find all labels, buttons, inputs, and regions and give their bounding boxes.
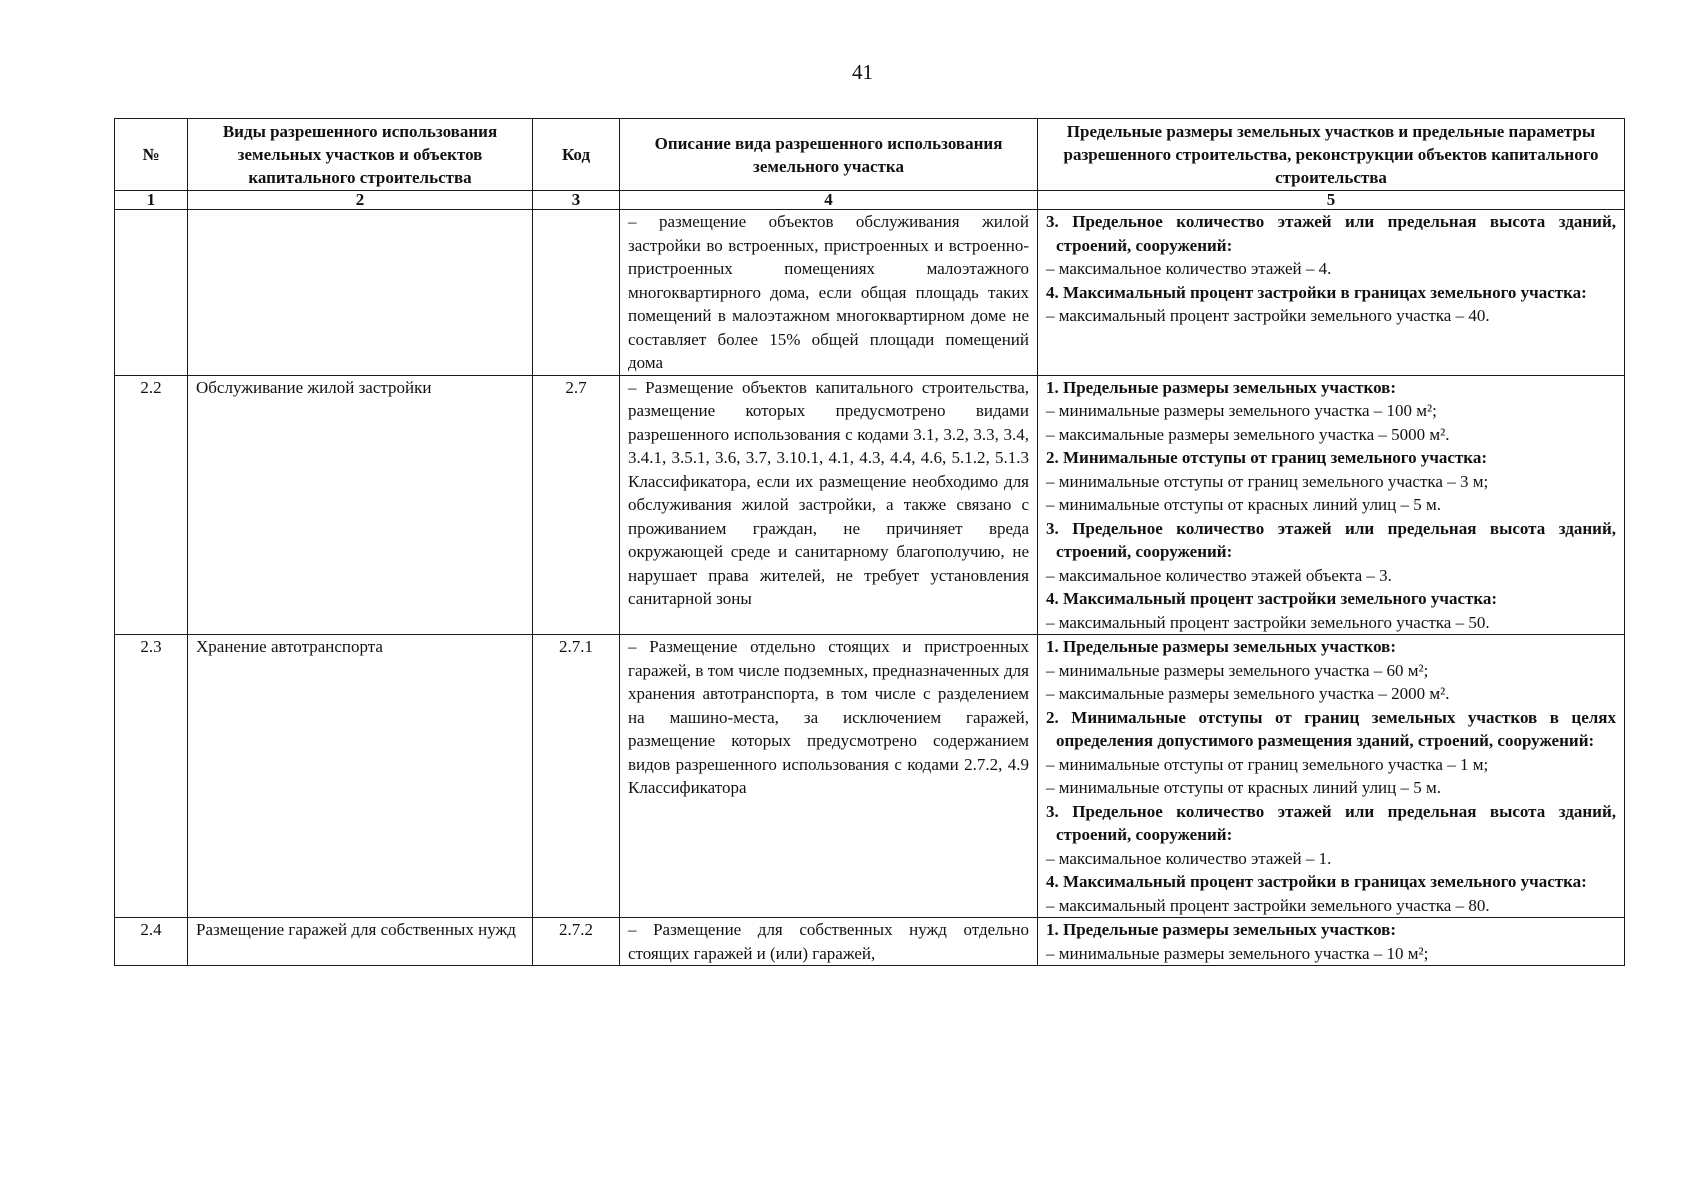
row-parameters [1038, 918, 1625, 966]
row-number: 2.3 [115, 635, 188, 918]
param-heading: 4. Максимальный процент застройки земельного участка: [1046, 589, 1498, 608]
column-number: 2 [188, 191, 533, 210]
header-number: № [115, 119, 188, 191]
row-number: 2.4 [115, 918, 188, 966]
param-value: – максимальное количество этажей – 4. [1046, 259, 1332, 278]
param-value: – максимальные размеры земельного участка – 5000 м². [1046, 424, 1450, 444]
land-use-table [114, 118, 1625, 966]
param-value: – минимальные отступы от красных линий улиц – 5 м. [1046, 778, 1442, 797]
param-value: – минимальные размеры земельного участка – 60 м²; [1046, 660, 1429, 680]
param-value: – минимальные отступы от границ земельного участка – 1 м; [1046, 754, 1489, 774]
table-row [115, 918, 1625, 966]
row-use-type [188, 210, 533, 376]
param-value: – минимальные размеры земельного участка – 100 м²; [1046, 401, 1437, 420]
row-code: 2.7.1 [533, 635, 620, 918]
param-heading: 1. Предельные размеры земельных участков: [1046, 637, 1397, 656]
param-value: – максимальный процент застройки земельного участка – 80. [1046, 895, 1490, 915]
row-use-type: Обслуживание жилой застройки [188, 375, 533, 635]
param-value: – максимальное количество этажей объекта – 3. [1046, 565, 1392, 585]
param-value: – минимальные отступы от границ земельного участка – 3 м; [1046, 471, 1489, 491]
row-use-type: Размещение гаражей для собственных нужд [188, 918, 533, 966]
header-code: Код [533, 119, 620, 191]
row-code: 2.7.2 [533, 918, 620, 966]
table-row [115, 635, 1625, 918]
param-heading: 1. Предельные размеры земельных участков: [1046, 920, 1397, 939]
header-description: Описание вида разрешенного использования земельного участка [620, 119, 1038, 191]
param-heading: 2. Минимальные отступы от границ земельных участков в целях определения допустимого размещения зданий, строений, сооружений: [1046, 707, 1616, 750]
row-description: – размещение объектов обслуживания жилой застройки во встроенных, пристроенных и встроенно-пристроенных помещениях малоэтажного многоквартирного дома, если общая площадь таких помещений в малоэтажном многоквартирном доме не составляет более 15% общей площади помещений дома [620, 210, 1038, 376]
row-code [533, 210, 620, 376]
param-heading: 2. Минимальные отступы от границ земельного участка: [1046, 448, 1487, 467]
row-number: 2.2 [115, 375, 188, 635]
row-code: 2.7 [533, 375, 620, 635]
row-parameters [1038, 635, 1625, 918]
param-value: – максимальное количество этажей – 1. [1046, 848, 1332, 868]
param-heading: 1. Предельные размеры земельных участков: [1046, 377, 1397, 397]
row-number [115, 210, 188, 376]
column-number: 4 [620, 191, 1038, 210]
row-description: – Размещение отдельно стоящих и пристроенных гаражей, в том числе подземных, предназначенных для хранения автотранспорта, в том числе с разделением на машино-места, за исключением гаражей, размещение которых предусмотрено содержанием видов разрешенного использования с кодами 2.7.2, 4.9 Классификатора [620, 635, 1038, 918]
param-value: – максимальный процент застройки земельного участка – 50. [1046, 612, 1490, 632]
param-heading: 3. Предельное количество этажей или предельная высота зданий, строений, сооружений: [1046, 518, 1616, 561]
row-description: – Размещение для собственных нужд отдельно стоящих гаражей и (или) гаражей, [620, 918, 1038, 966]
header-parameters: Предельные размеры земельных участков и предельные параметры разрешенного строительства, реконструкции объектов капитального строительства [1038, 119, 1625, 191]
table-row [115, 210, 1625, 376]
param-heading: 4. Максимальный процент застройки в границах земельного участка: [1046, 282, 1587, 302]
header-row [115, 119, 1625, 191]
param-heading: 3. Предельное количество этажей или предельная высота зданий, строений, сооружений: [1046, 212, 1616, 255]
param-value: – минимальные размеры земельного участка – 10 м²; [1046, 943, 1429, 963]
row-parameters [1038, 375, 1625, 635]
row-description: – Размещение объектов капитального строительства, размещение которых предусмотрено видами разрешенного использования с кодами 3.1, 3.2, 3.3, 3.4, 3.4.1, 3.5.1, 3.6, 3.7, 3.10.1, 4.1, 4.3, 4.4, 4.6, 5.1.2, 5.1.3 Классификатора, если их размещение необходимо для обслуживания жилой застройки, а также связано с проживанием граждан, не причиняет вреда окружающей среде и санитарному благополучию, не нарушает права жителей, не требует установления санитарной зоны [620, 375, 1038, 635]
param-value: – максимальный процент застройки земельного участка – 40. [1046, 306, 1490, 325]
column-number-row [115, 191, 1625, 210]
param-value: – минимальные отступы от красных линий улиц – 5 м. [1046, 495, 1442, 514]
row-use-type: Хранение автотранспорта [188, 635, 533, 918]
param-heading: 4. Максимальный процент застройки в границах земельного участка: [1046, 872, 1587, 891]
column-number: 3 [533, 191, 620, 210]
param-heading: 3. Предельное количество этажей или предельная высота зданий, строений, сооружений: [1046, 801, 1616, 844]
row-parameters [1038, 210, 1625, 376]
column-number: 5 [1038, 191, 1625, 210]
table-row [115, 375, 1625, 635]
page-number: 41 [852, 60, 873, 84]
header-use-type: Виды разрешенного использования земельных участков и объектов капитального строительства [188, 119, 533, 191]
param-value: – максимальные размеры земельного участка – 2000 м². [1046, 684, 1450, 703]
column-number: 1 [115, 191, 188, 210]
